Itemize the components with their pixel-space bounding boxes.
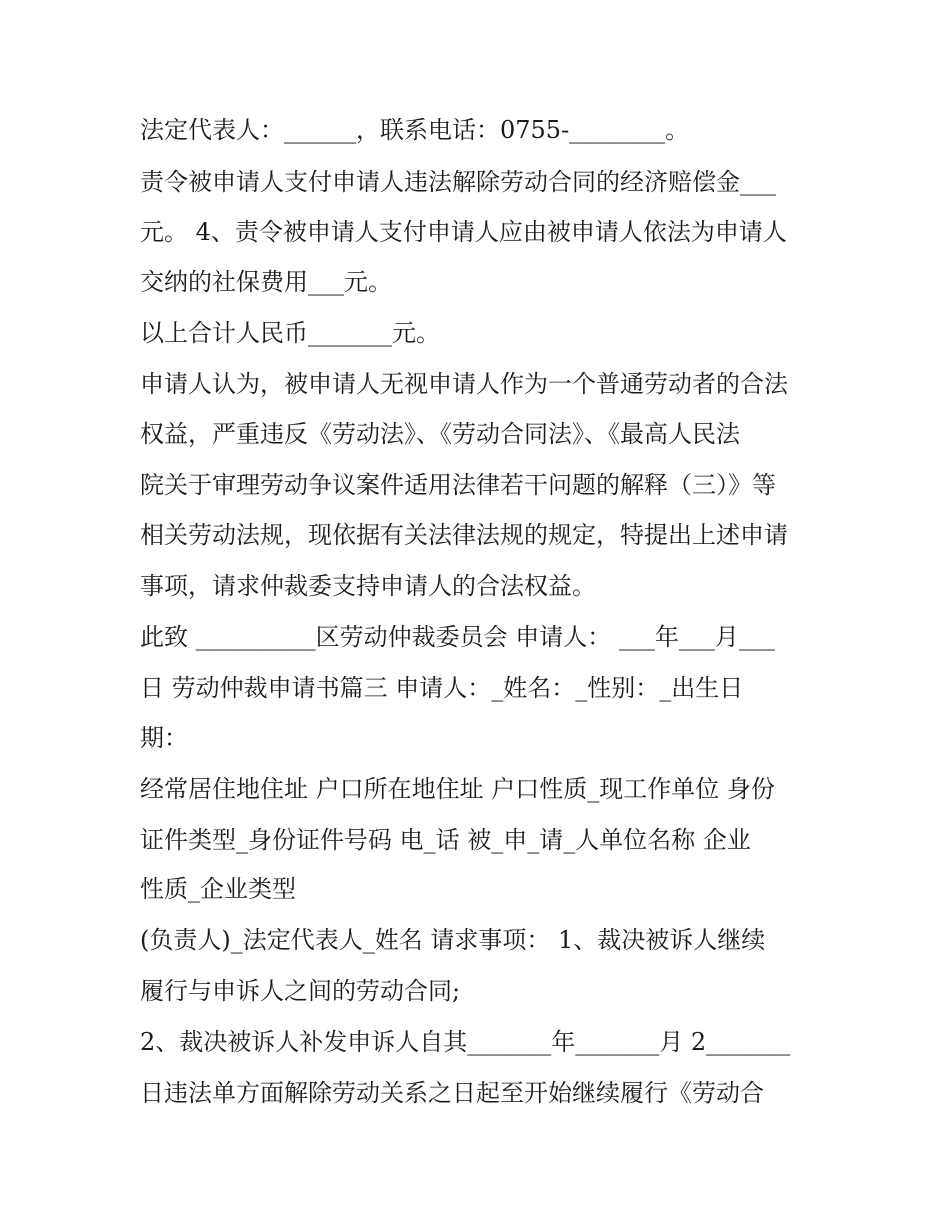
text-line: 交纳的社保费用___元。	[140, 268, 392, 296]
text-line: 相关劳动法规，现依据有关法律法规的规定，特提出上述申请	[140, 521, 788, 549]
text-line: (负责人)_法定代表人_姓名 请求事项： 1、裁决被诉人继续	[140, 926, 766, 954]
text-line: 日违法单方面解除劳动关系之日起至开始继续履行《劳动合	[140, 1079, 764, 1107]
text-line: 履行与申诉人之间的劳动合同;	[140, 977, 461, 1005]
text-line: 法定代表人：______，联系电话：0755-________。	[140, 116, 690, 144]
text-line: 申请人认为，被申请人无视申请人作为一个普通劳动者的合法	[140, 370, 788, 398]
text-line: 事项，请求仲裁委支持申请人的合法权益。	[140, 572, 596, 600]
text-line: 经常居住地住址 户口所在地住址 户口性质_现工作单位 身份	[140, 775, 775, 803]
text-line: 元。 4、责令被申请人支付申请人应由被申请人依法为申请人	[140, 218, 787, 246]
text-line: 院关于审理劳动争议案件适用法律若干问题的解释（三）》等	[140, 471, 776, 499]
text-line: 性质_企业类型	[140, 875, 296, 903]
text-line: 证件类型_身份证件号码 电_话 被_申_请_人单位名称 企业	[140, 826, 751, 854]
text-line: 权益，严重违反《劳动法》、《劳动合同法》、《最高人民法	[140, 420, 740, 448]
text-line: 责令被申请人支付申请人违法解除劳动合同的经济赔偿金___	[140, 168, 776, 196]
text-line: 期：	[140, 724, 188, 752]
text-line: 以上合计人民币_______元。	[140, 319, 440, 347]
text-line: 日 劳动仲裁申请书篇三 申请人：_姓名：_性别：_出生日	[140, 674, 744, 702]
text-line: 2、裁决被诉人补发申诉人自其_______年_______月 2_______	[140, 1028, 791, 1056]
text-line: 此致 __________区劳动仲裁委员会 申请人： ___年___月___	[140, 623, 775, 651]
